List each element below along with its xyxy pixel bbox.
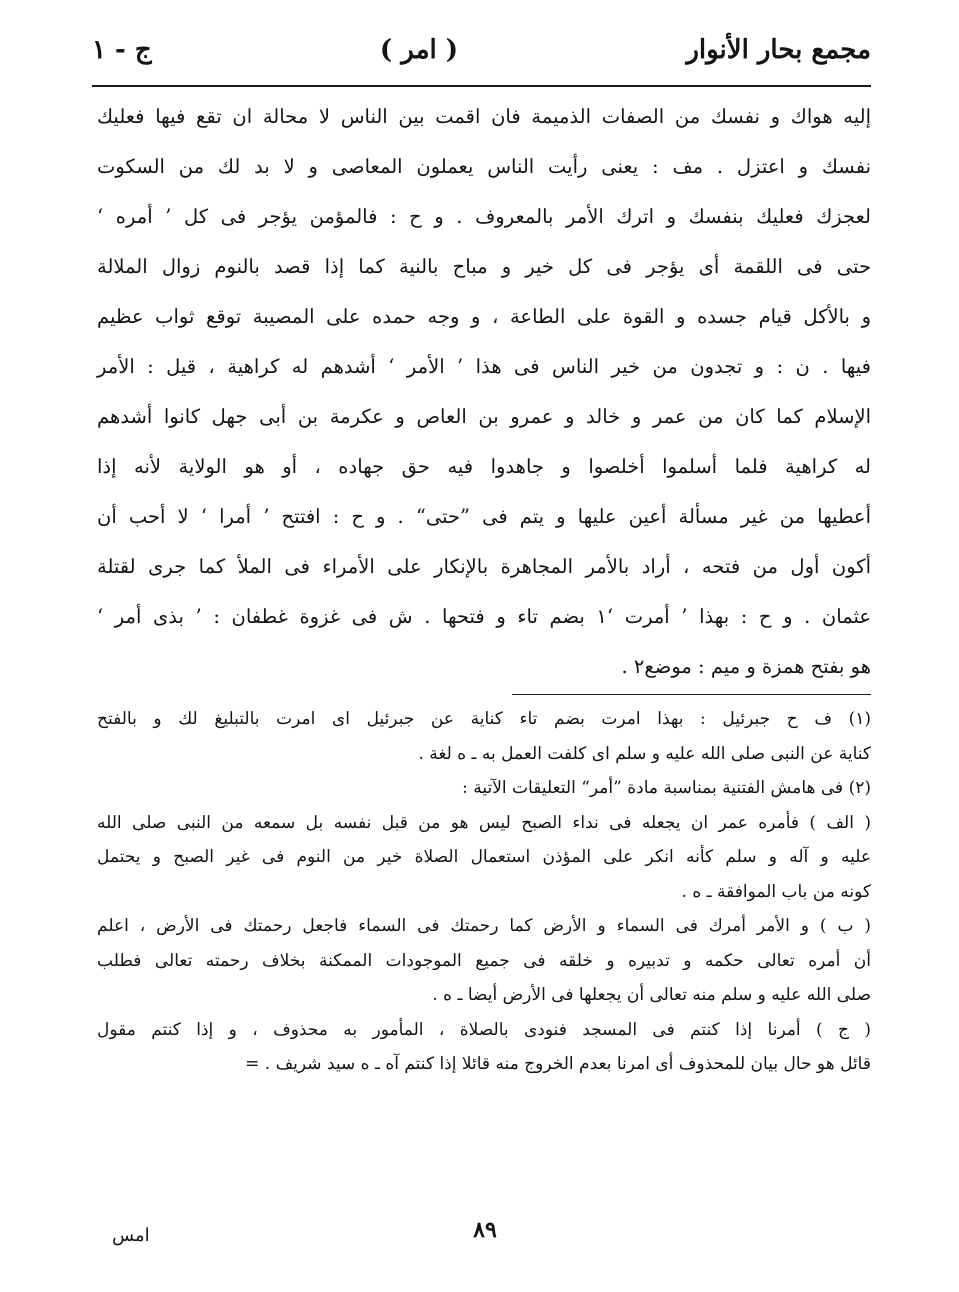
main-line: عثمان . و ح : بهذا ’ أمرت ‘١ بضم تاء و فتحها . ش فى غزوة غطفان : ’ بذى أمر ‘ — [97, 605, 871, 628]
footnotes — [97, 702, 871, 1082]
footnote-2-alif — [97, 806, 871, 910]
main-line: الإسلام كما كان من عمر و خالد و عمرو بن العاص و عكرمة بن أبى جهل كانوا أشدهم — [97, 405, 871, 428]
footnote-line: أن أمره تعالى حكمه و تدبيره و خلقه فى جميع الموجودات الممكنة بخلاف رحمته تعالى فطلب — [97, 950, 871, 971]
main-line: نفسك و اعتزل . مف : يعنى رأيت الناس يعملون المعاصى و لا بد لك من السكوت — [97, 155, 871, 178]
main-line: له كراهية فلما أسلموا أخلصوا و جاهدوا فيه حق جهاده ، أو هو الولاية لأنه إذا — [97, 455, 871, 478]
main-line: أكون أول من فتحه ، أراد بالأمر المجاهرة بالإنكار على الأمراء فى الملأ كما جرى لقتلة — [97, 555, 871, 578]
printer-signature: امس — [112, 1225, 150, 1246]
footnote-2 — [97, 771, 871, 806]
main-line: حتى فى اللقمة أى يؤجر فى كل خير و مباح بالنية كما إذا قصد بالنوم زوال الملالة — [97, 255, 871, 278]
footnote-line: (١) ف ح جبرئيل : بهذا امرت بضم تاء كناية عن جبرئيل اى امرت بالتبليغ لك و بالفتح — [97, 709, 871, 729]
footnote-line: ( ب ) و الأمر أمرك فى السماء و الأرض كما رحمتك فى السماء فاجعل رحمتك فى الأرض ، اعلم — [97, 916, 871, 936]
footnote-line: ( الف ) فأمره عمر ان يجعله فى نداء الصبح ليس هو من قبل نفسه بل سمعه من النبى صلى الله — [97, 812, 871, 833]
footnote-2-jim — [97, 1013, 871, 1082]
footnote-separator — [512, 694, 871, 695]
footnote-line: كناية عن النبى صلى الله عليه و سلم اى كلفت العمل به ـ ه لغة . — [418, 743, 871, 764]
footnote-line: قائل هو حال بيان للمحذوف أى امرنا بعدم الخروج منه قائلا إذا كنتم آه ـ ه سيد شريف . = — [245, 1054, 871, 1074]
footnote-line: ( ج ) أمرنا إذا كنتم فى المسجد فنودى بالصلاة ، المأمور به محذوف ، و إذا كنتم مقول — [97, 1019, 871, 1040]
main-line: و بالأكل قيام جسده و القوة على الطاعة ، و وجه حمده على المصيبة توقع ثواب عظيم — [97, 305, 871, 328]
footnote-line: كونه من باب الموافقة ـ ه . — [681, 881, 871, 902]
footnote-line: (٢) فى هامش الفتنية بمناسبة مادة ”أمر“ التعليقات الآتية : — [462, 778, 871, 798]
main-line: إليه هواك و نفسك من الصفات الذميمة فان اقمت بين الناس لا محالة ان تقع فيها فعليك — [97, 105, 871, 128]
footnote-line: صلى الله عليه و سلم منه تعالى أن يجعلها فى الأرض أيضا ـ ه . — [432, 985, 871, 1005]
header-rule — [92, 85, 871, 87]
volume-label: ج - ١ — [92, 35, 152, 65]
page-number: ٨٩ — [473, 1217, 497, 1243]
main-text — [97, 92, 871, 692]
footnote-2-ba — [97, 909, 871, 1013]
footnote-line: عليه و آله و سلم كأنه انكر على المؤذن استعمال الصلاة خير من النوم فى غير الصبح و يحتمل — [97, 847, 871, 867]
book-title: مجمع بحار الأنوار — [686, 35, 871, 65]
main-line: فيها . ن : و تجدون من خير الناس فى هذا ’ الأمر ‘ أشدهم له كراهية ، قيل : الأمر — [97, 355, 871, 378]
footnote-1 — [97, 702, 871, 771]
running-header — [92, 28, 871, 72]
entry-keyword: ( امر ) — [379, 35, 459, 65]
main-line: لعجزك فعليك بنفسك و اترك الأمر بالمعروف . و ح : فالمؤمن يؤجر فى كل ’ أمره ‘ — [97, 205, 871, 228]
main-line: هو بفتح همزة و ميم : موضع٢ . — [621, 655, 871, 678]
main-line: أعطيها من غير مسألة أعين عليها و يتم فى ”حتى“ . و ح : افتتح ’ أمرا ‘ لا أحب أن — [97, 505, 871, 528]
